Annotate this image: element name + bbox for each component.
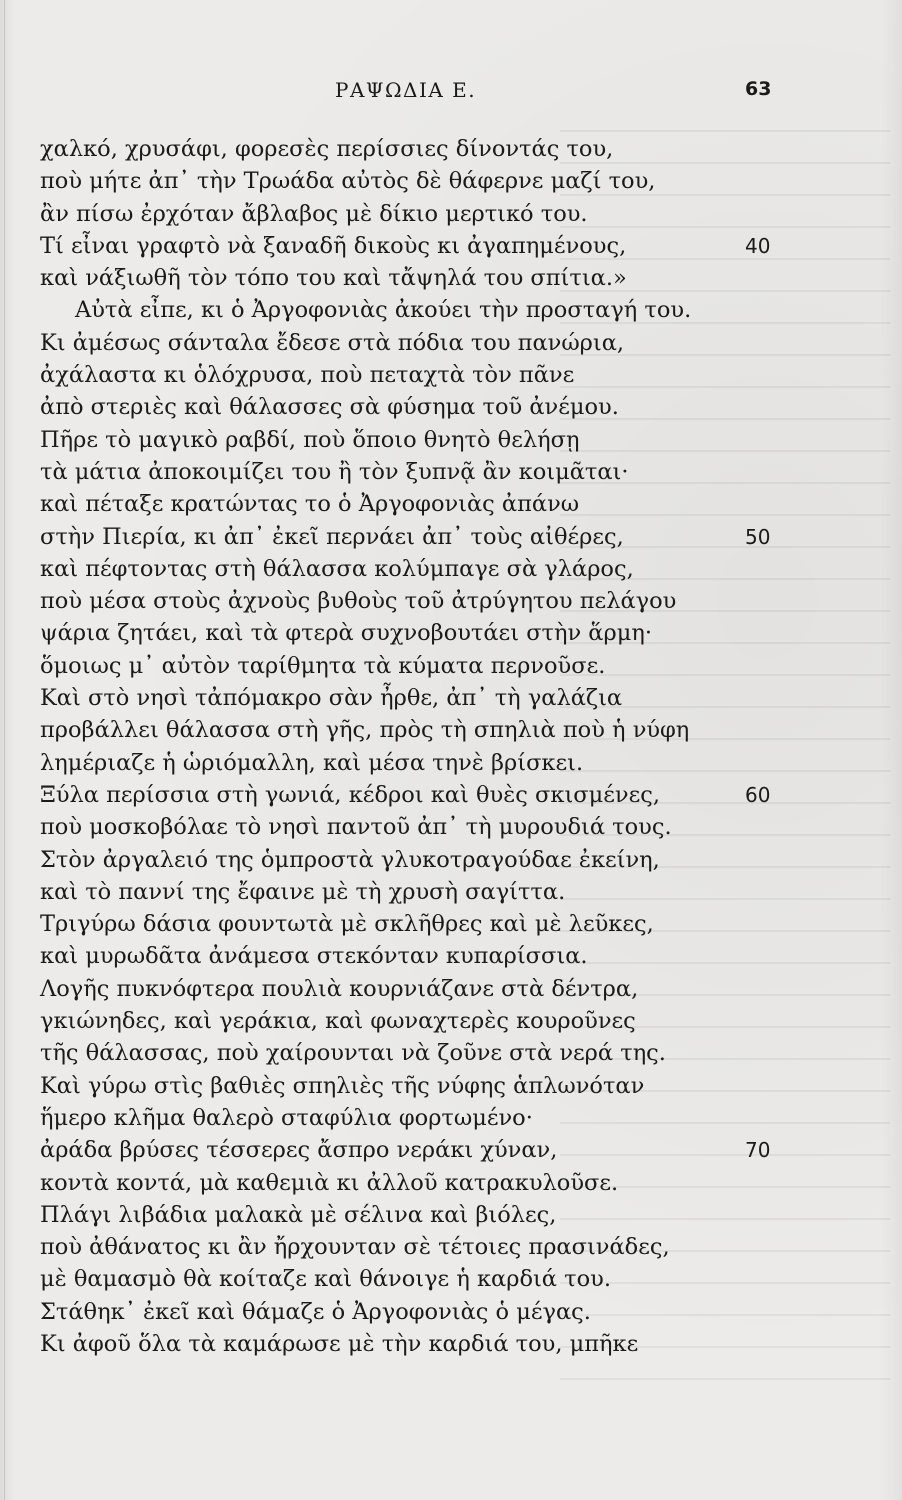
verse-line [40,617,780,649]
verse-block [40,133,780,1360]
verse-text: καὶ μυρωδᾶτα ἀνάμεσα στεκόνταν κυπαρίσσια. [40,943,588,970]
verse-text: ψάρια ζητάει, καὶ τὰ φτερὰ συχνοβουτάει στὴν ἅρμη· [40,620,652,647]
line-number: 50 [745,524,771,549]
verse-text: τῆς θάλασσας, ποὺ χαίρουνται νὰ ζοῦνε στὰ νερά της. [40,1040,666,1067]
verse-text: Κι ἀφοῦ ὅλα τὰ καμάρωσε μὲ τὴν καρδιά του, μπῆκε [40,1330,639,1357]
verse-text: Καὶ γύρω στὶς βαθιὲς σπηλιὲς τῆς νύφης ἁπλωνόταν [40,1072,645,1099]
verse-line [40,294,780,326]
verse-line [40,488,780,520]
verse-line [40,391,780,423]
verse-line [40,876,780,908]
verse-text: κοντὰ κοντά, μὰ καθεμιὰ κι ἀλλοῦ κατρακυλοῦσε. [40,1169,619,1196]
verse-line [40,650,780,682]
verse-text: ὅμοιως μ᾽ αὐτὸν ταρίθμητα τὰ κύματα περνοῦσε. [40,652,606,679]
verse-text: τὰ μάτια ἀποκοιμίζει του ἢ τὸν ξυπνᾷ ἂν κοιμᾶται· [40,458,629,485]
verse-line [40,1263,780,1295]
verse-line [40,844,780,876]
verse-text: λημέριαζε ἡ ὡριόμαλλη, καὶ μέσα τηνὲ βρίσκει. [40,749,584,776]
verse-line [40,1328,780,1360]
running-title: ΡΑΨΩΔΙΑ Ε. [335,78,477,102]
page-fold-line [4,0,5,1500]
verse-line [40,940,780,972]
verse-text: καὶ νάξιωθῆ τὸν τόπο του καὶ τἄψηλά του σπίτια.» [40,265,627,292]
verse-line [40,747,780,779]
verse-line [40,198,780,230]
page-number: 63 [745,78,772,100]
verse-line [40,585,780,617]
verse-line [40,424,780,456]
verse-text: Κι ἀμέσως σάνταλα ἔδεσε στὰ πόδια του πανώρια, [40,329,625,356]
verse-text: Στάθηκ᾽ ἐκεῖ καὶ θάμαζε ὁ Ἀργοφονιὰς ὁ μέγας. [40,1298,591,1325]
verse-line [40,359,780,391]
verse-text: ἥμερο κλῆμα θαλερὸ σταφύλια φορτωμένο· [40,1104,533,1131]
verse-text: χαλκό, χρυσάφι, φορεσὲς περίσσιες δίνοντάς του, [40,136,614,162]
verse-line [40,714,780,746]
verse-text: Ξύλα περίσσια στὴ γωνιά, κέδροι καὶ θυὲς σκισμένες, [40,781,660,808]
verse-text: Καὶ στὸ νησὶ τἀπόμακρο σὰν ἦρθε, ἀπ᾽ τὴ γαλάζια [40,685,623,712]
verse-text: Πῆρε τὸ μαγικὸ ραβδί, ποὺ ὅποιο θνητὸ θελήσῃ [40,426,580,453]
verse-line [40,811,780,843]
verse-text: μὲ θαμασμὸ θὰ κοίταζε καὶ θάνοιγε ἡ καρδιά του. [40,1266,611,1293]
verse-text: προβάλλει θάλασσα στὴ γῆς, πρὸς τὴ σπηλιὰ ποὺ ἡ νύφη [40,717,690,744]
verse-line [40,1134,780,1166]
verse-text: Τί εἶναι γραφτὸ νὰ ξαναδῆ δικοὺς κι ἀγαπημένους, [40,232,627,259]
verse-text: ἀράδα βρύσες τέσσερες ἄσπρο νεράκι χύναν, [40,1137,558,1164]
verse-line [40,1005,780,1037]
line-number: 40 [745,233,771,258]
verse-line [40,327,780,359]
verse-line [40,1167,780,1199]
verse-line [40,1231,780,1263]
verse-line [40,973,780,1005]
verse-line [40,1199,780,1231]
verse-text: ποὺ μέσα στοὺς ἀχνοὺς βυθοὺς τοῦ ἀτρύγητου πελάγου [40,588,677,615]
verse-text: Πλάγι λιβάδια μαλακὰ μὲ σέλινα καὶ βιόλες, [40,1201,557,1228]
verse-text: ποὺ μοσκοβόλαε τὸ νησὶ παντοῦ ἀπ᾽ τὴ μυρουδιά τους. [40,814,672,841]
verse-text: ἀχάλαστα κι ὁλόχρυσα, ποὺ πεταχτὰ τὸν πᾶνε [40,362,575,389]
verse-line [40,908,780,940]
verse-text: ποὺ ἀθάνατος κι ἂν ἤρχουνταν σὲ τέτοιες πρασινάδες, [40,1234,670,1261]
verse-line [40,682,780,714]
verse-text: καὶ τὸ παννί της ἔφαινε μὲ τὴ χρυσὴ σαγίττα. [40,878,566,905]
verse-text: Αὐτὰ εἶπε, κι ὁ Ἀργοφονιὰς ἀκούει τὴν προσταγή του. [75,297,692,324]
verse-text: καὶ πέφτοντας στὴ θάλασσα κολύμπαγε σὰ γλάρος, [40,555,634,582]
verse-line [40,456,780,488]
verse-text: ποὺ μήτε ἀπ᾽ τὴν Τρωάδα αὐτὸς δὲ θάφερνε μαζί του, [40,168,656,195]
verse-text: Λογῆς πυκνόφτερα πουλιὰ κουρνιάζανε στὰ δέντρα, [40,975,639,1002]
verse-line [40,1070,780,1102]
line-number: 60 [745,782,771,807]
verse-line [40,521,780,553]
verse-line [40,262,780,294]
verse-line [40,1296,780,1328]
verse-line [40,230,780,262]
verse-line [40,165,780,197]
verse-text: Στὸν ἀργαλειό της ὁμπροστὰ γλυκοτραγούδαε ἐκείνη, [40,846,660,873]
verse-text: στὴν Πιερία, κι ἀπ᾽ ἐκεῖ περνάει ἀπ᾽ τοὺς αἰθέρες, [40,523,624,550]
verse-line [40,133,780,165]
verse-text: καὶ πέταξε κρατώντας το ὁ Ἀργοφονιὰς ἀπάνω [40,491,580,518]
line-number: 70 [745,1138,771,1163]
verse-line [40,779,780,811]
verse-text: Τριγύρω δάσια φουντωτὰ μὲ σκλῆθρες καὶ μὲ λεῦκες, [40,911,654,938]
verse-text: γκιώνηδες, καὶ γεράκια, καὶ φωναχτερὲς κουροῦνες [40,1008,636,1035]
verse-text: ἂν πίσω ἐρχόταν ἄβλαβος μὲ δίκιο μερτικό του. [40,200,588,227]
verse-text: ἀπὸ στεριὲς καὶ θάλασσες σὰ φύσημα τοῦ ἀνέμου. [40,394,619,421]
verse-line [40,1037,780,1069]
verse-line [40,1102,780,1134]
verse-line [40,553,780,585]
running-head [0,78,902,108]
